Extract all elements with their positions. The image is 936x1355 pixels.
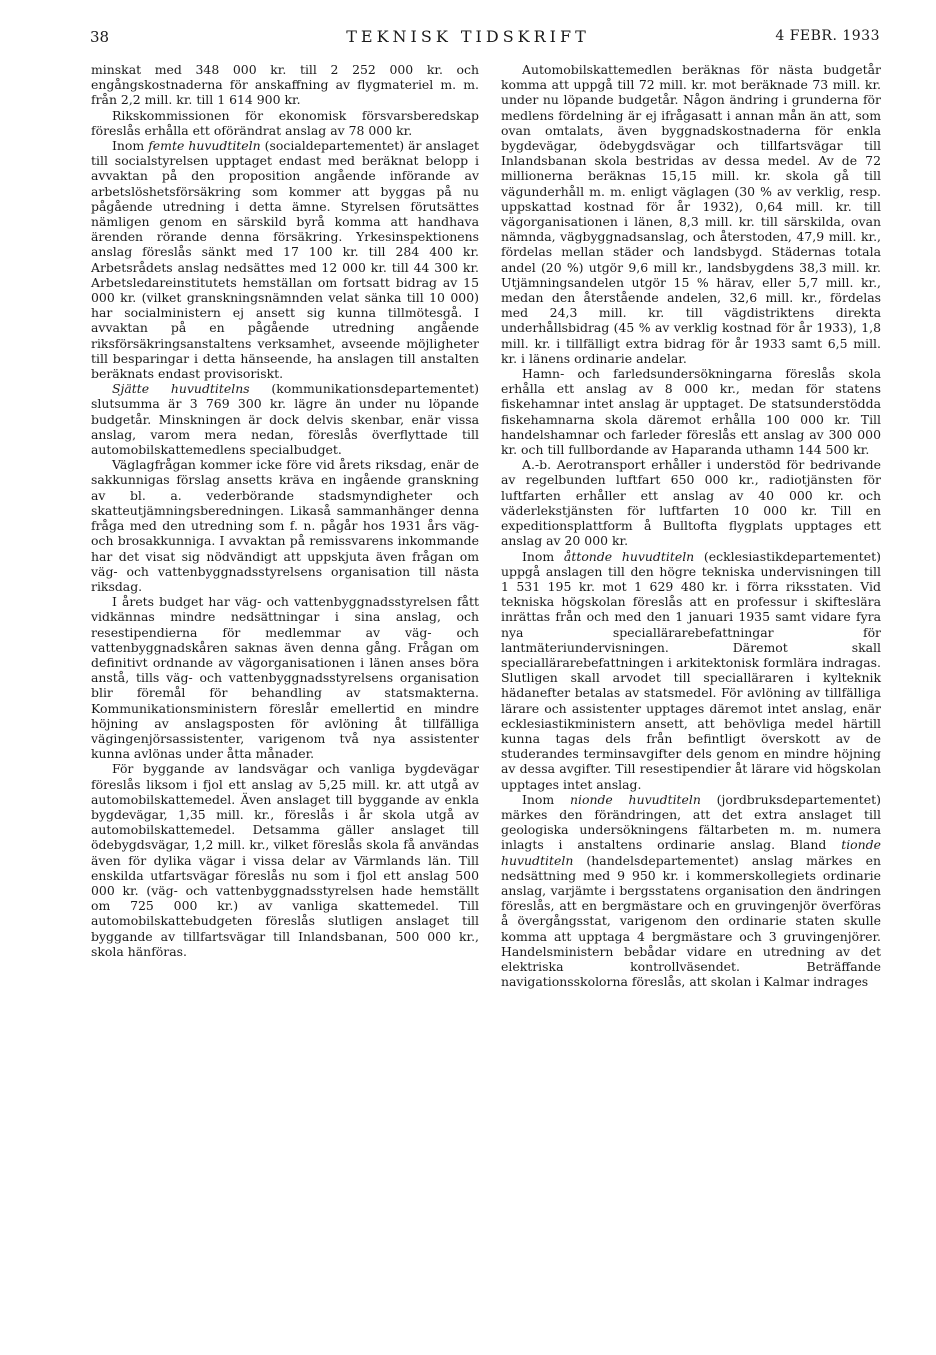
paragraph xyxy=(501,549,881,792)
text-run: (jordbruksdepartementet) märkes den förändringen, att det extra anslaget till geologiska undersökningens fältarbeten m. m. numera inlagts i anstaltens ordinarie anslag. Bland xyxy=(501,791,881,853)
text-run: Inom xyxy=(522,548,564,564)
emphasis: femte huvudtiteln xyxy=(148,138,261,154)
paragraph: Automobilskattemedlen beräknas för nästa budgetår komma att uppgå till 72 mill. kr. mot beräknade 73 mill. kr. under nu löpande budgetår. Någon ändring i grunderna för medlens fördelning är ej ifrågasatt i annan mån än att, som ovan omtalats, även byggnadskostnaderna för enkla bygdevägar, ödebygdsvägar och tillfartsvägar till Inlandsbanan skola bestridas av dessa medel. Av de 72 millionerna beräknas 15,15 mill. kr. skola gå till vägunderhåll m. m. enligt väglagen (30 % av verklig, resp. uppskattad kostnad för år 1932), 0,64 mill. kr. till vägorganisationen i länen, 8,3 mill. kr. till särskilda, ovan nämnda, vägbyggnadsanslag, och återstoden, 47,9 mill. kr., fördelas mellan städer och landsbygd. Städernas totala andel (20 %) utgör 9,6 mill kr., landsbygdens 38,3 mill. kr. Utjämningsandelen utgör 15 % härav, eller 5,7 mill. kr., medan den återstående andelen, 32,6 mill. kr., fördelas med 24,3 mill. kr. till vägdistriktens direkta underhållsbidrag (45 % av verklig kostnad för år 1933), 1,8 mill. kr. i tillfälligt extra bidrag för år 1933 samt 6,5 mill. kr. i länens ordinarie andelar. xyxy=(501,62,881,366)
paragraph: I årets budget har väg- och vattenbyggnadsstyrelsen fått vidkännas mindre nedsättningar i sina anslag, och resestipendierna för medlemmar av väg- och vattenbyggnadskåren saknas även denna gång. Frågan om definitivt ordnande av vägorganisationen i länen anses böra anstå, tills väg- och vattenbyggnadsstyrelsens organisation blir föremål för behandling av statsmakterna. Kommunikationsministern föreslår emellertid en mindre höjning av anslagsposten för avlöning åt tillfälliga vägingenjörsassistenter, varigenom två nya assistenter kunna avlönas under åtta månader. xyxy=(91,594,479,762)
paragraph xyxy=(501,792,881,990)
text-run: (socialdepartementet) är anslaget till socialstyrelsen upptaget endast med beräknat belopp i avvaktan på den proposition angående införande av arbetslöshetsförsäkring som kommer att byggas på nu pågående utredning i detta ämne. Styrelsen förutsättes nämligen genom en särskild byrå komma att handhava ärenden rörande denna försäkring. Yrkesinspektionens anslag föreslås sänkt med 17 100 kr. till 284 400 kr. Arbetsrådets anslag nedsättes med 12 000 kr. till 44 300 kr. Arbetsledareinstitutets hemställan om fortsatt bidrag av 15 000 kr. (vilket granskningsnämnden velat sänka till 10 000) har socialministern ej ansett sig kunna tillmötesgå. I avvaktan på en pågående utredning angående riksförsäkringsanstaltens verksamhet, avseende möjligheter till besparingar i detta hänseende, ha anslagen till anstalten beräknats endast provisoriskt. xyxy=(91,138,479,382)
paragraph: minskat med 348 000 kr. till 2 252 000 kr. och engångskostnaderna för anskaffning av flygmateriel m. m. från 2,2 mill. kr. till 1 614 900 kr. xyxy=(91,62,479,108)
left-column xyxy=(91,62,479,959)
text-run: Inom xyxy=(112,138,149,154)
right-column xyxy=(501,62,881,989)
text-run: (kommunikationsdepartementet) slutsumma är 3 769 300 kr. lägre än under nu löpande budgetår. Minskningen är dock delvis skenbar, enär vissa anslag, varom mera nedan, föreslås överflyttade till automobilskattemedlens specialbudget. xyxy=(91,381,479,458)
page-number: 38 xyxy=(90,28,110,46)
paragraph: Väglagfrågan kommer icke före vid årets riksdag, enär de sakkunnigas förslag ansetts kräva en ingående granskning av bl. a. vederbörande stadsmyndigheter och skatteutjämningsberedningen. Likaså sammanhänger denna fråga med den utredning som f. n. pågår hos 1931 års väg- och brosakkunniga. I avvaktan på remissvarens inkommande har det visat sig nödvändigt att uppskjuta även frågan om väg- och vattenbyggnadsstyrelsens organisation till nästa riksdag. xyxy=(91,457,479,594)
emphasis: Sjätte huvudtitelns xyxy=(112,381,250,397)
emphasis: nionde huvudtiteln xyxy=(569,791,701,807)
paragraph: A.-b. Aerotransport erhåller i understöd för bedrivande av regelbunden luftfart 650 000 kr., radiotjänsten för luftfarten erhåller ett anslag av 40 000 kr. och väderlekstjänsten för luftfarten 10 000 kr. Till en expeditionsplattform å Bulltofta flygplats upptages ett anslag av 20 000 kr. xyxy=(501,457,881,549)
journal-title: TEKNISK TIDSKRIFT xyxy=(346,27,590,46)
text-run: (ecklesiastikdepartementet) uppgå anslagen till den högre tekniska undervisningen till 1 531 195 kr. mot 1 629 480 kr. i förra riksstaten. Vid tekniska högskolan föreslås att en professur i skifteslära inrättas från och med den 1 januari 1935 samt vidare fyra nya speciallärarebefattningar för lantmäteriundervisningen. Däremot skall speciallärarebefattningen i arkitektonisk formlära indragas. Slutligen skall arvodet till specialläraren i kylteknik hädanefter betalas av statsmedel. För avlöning av tillfälliga lärare och assistenter upptages däremot intet anslag, enär ecklesiastikministern ansett, att behövliga medel härtill kunna tagas dels från befintligt överskott av de studerandes terminsavgifter dels genom en mindre höjning av dessa avgifter. Till resestipendier åt lärare vid högskolan upptages intet anslag. xyxy=(501,548,881,792)
paragraph: För byggande av landsvägar och vanliga bygdevägar föreslås liksom i fjol ett anslag av 5,25 mill. kr. att utgå av automobilskattemedel. Även anslaget till byggande av enkla bygdevägar, 1,35 mill. kr., föreslås i år skola utgå av automobilskattemedel. Detsamma gäller anslaget till ödebygdsvägar, 1,2 mill. kr., vilket föreslås skola få användas även för dylika vägar i vissa delar av Värmlands län. Till enskilda utfartsvägar föreslås nu som i fjol ett anslag 500 000 kr. (väg- och vattenbyggnadsstyrelsen hade hemställt om 725 000 kr.) av vanliga skattemedel. Till automobilskattebudgeten föreslås slutligen anslaget till byggande av tillfartsvägar till Inlandsbanan, 500 000 kr., skola hänföras. xyxy=(91,761,479,959)
paragraph: Rikskommissionen för ekonomisk försvarsberedskap föreslås erhålla ett oförändrat anslag av 78 000 kr. xyxy=(91,107,479,138)
paragraph xyxy=(91,138,479,381)
paragraph xyxy=(91,381,479,457)
text-run: (handelsdepartementet) anslag märkes en nedsättning med 9 950 kr. i kommerskollegiets ordinarie anslag, varjämte i bergsstatens organisation den ändringen föreslås, att en bergmästare och en gruvingenjör överföras å övergångsstat, varigenom den ordinarie staten skulle komma att upptaga 4 bergmästare och 3 gruvingenjörer. Handelsministern bebådar vidare en utredning av det elektriska kontrollväsendet. Beträffande navigationsskolorna föreslås, att skolan i Kalmar indrages xyxy=(501,852,881,990)
emphasis: åttonde huvudtiteln xyxy=(563,548,695,564)
paragraph: Hamn- och farledsundersökningarna föreslås skola erhålla ett anslag av 8 000 kr., medan för statens fiskehamnar intet anslag är upptaget. De statsunderstödda fiskehamnarna skola däremot erhålla 100 000 kr. Till handelshamnar och farleder föreslås ett anslag av 300 000 kr. och till fullbordande av Haparanda uthamn 144 500 kr. xyxy=(501,366,881,458)
text-run: Inom xyxy=(522,791,570,807)
issue-date: 4 FEBR. 1933 xyxy=(775,28,880,44)
emphasis: tionde huvudtiteln xyxy=(501,837,881,868)
